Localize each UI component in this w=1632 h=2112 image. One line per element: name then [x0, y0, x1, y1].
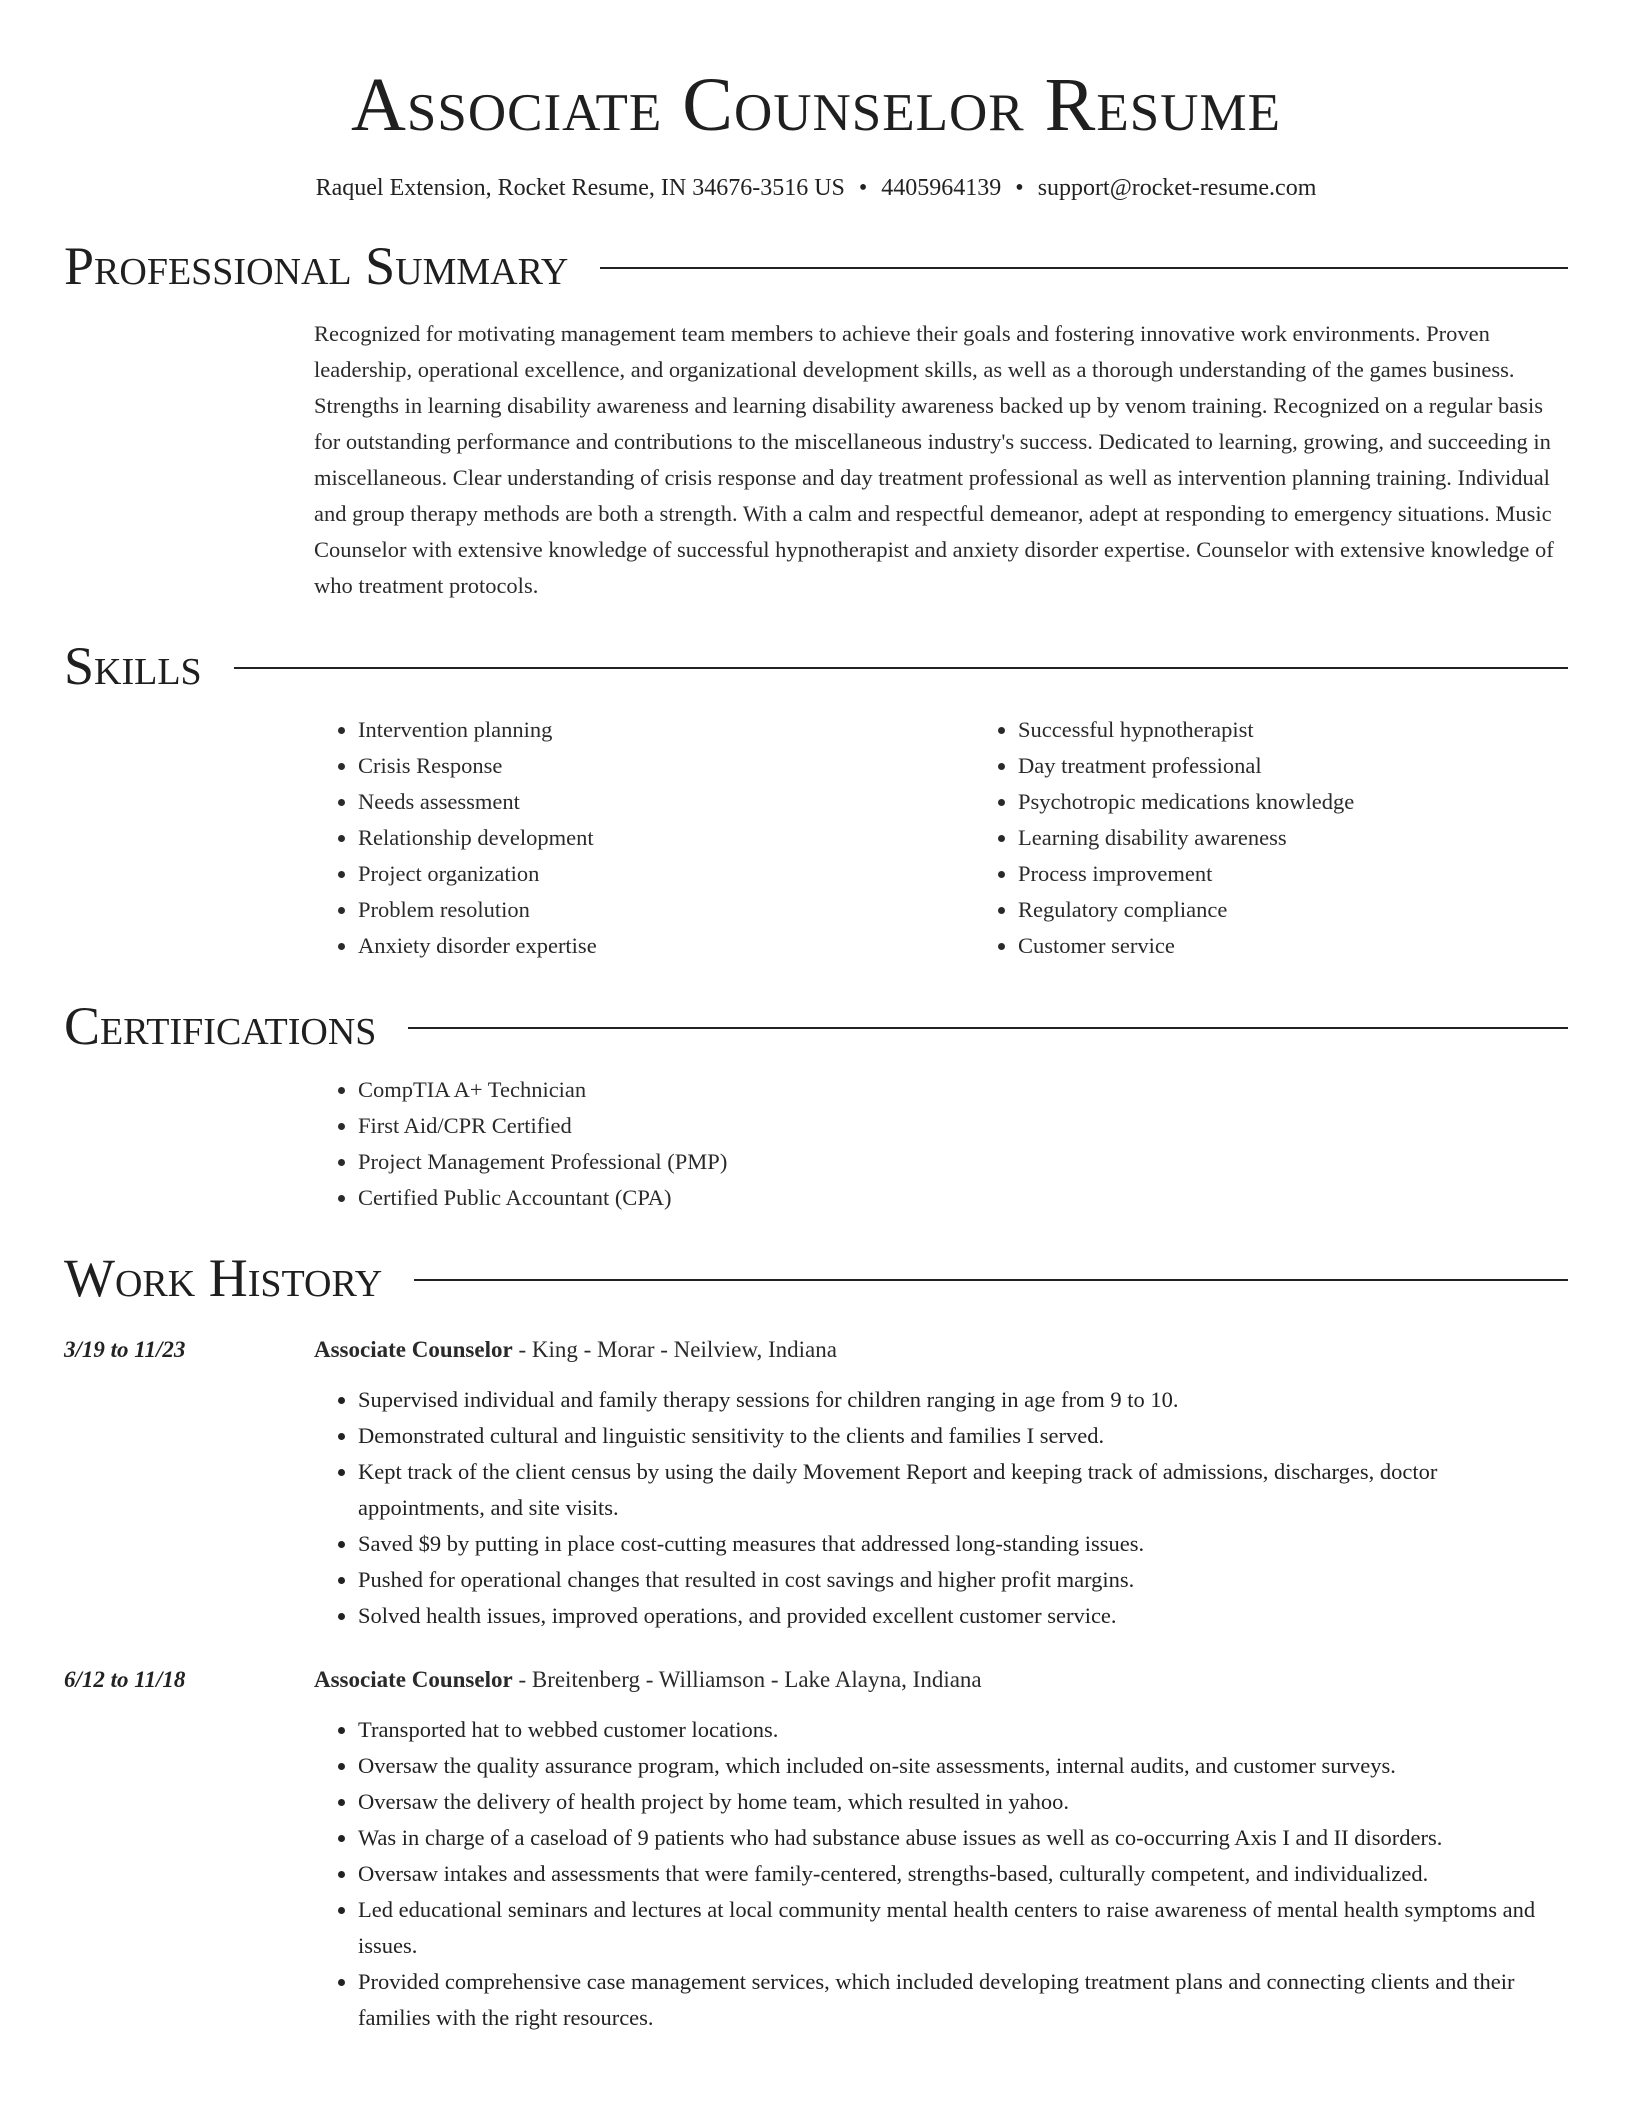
list-item: • Transported hat to webbed customer locations.: [358, 1712, 1568, 1748]
list-item: • Solved health issues, improved operations, and provided excellent customer service.: [358, 1598, 1568, 1634]
job-title: Associate Counselor: [314, 1337, 513, 1362]
skills-list-right: [974, 712, 1632, 964]
job-details: [314, 1332, 1568, 1634]
contact-separator: •: [1015, 175, 1024, 201]
section-divider: [414, 1279, 1568, 1281]
certifications-list: [314, 1072, 1568, 1216]
list-item: • Anxiety disorder expertise: [358, 928, 974, 964]
skills-section: [314, 698, 1568, 964]
list-item: • Oversaw the delivery of health project by home team, which resulted in yahoo.: [358, 1784, 1568, 1820]
list-item: • Day treatment professional: [1018, 748, 1632, 784]
summary-text: Recognized for motivating management team members to achieve their goals and fostering innovative work environments. Proven leadership, operational excellence, and organizational development skills, as well as a thorough understanding of the games business. Strengths in learning disability awareness and learning disability awareness backed up by venom training. Recognized on a regular basis for outstanding performance and contributions to the miscellaneous industry's success. Dedicated to learning, growing, and succeeding in miscellaneous. Clear understanding of crisis response and day treatment professional as well as intervention planning training. Individual and group therapy methods are both a strength. With a calm and respectful demeanor, adept at responding to emergency situations. Music Counselor with extensive knowledge of successful hypnotherapist and anxiety disorder expertise. Counselor with extensive knowledge of who treatment protocols.: [314, 321, 1554, 598]
list-item: • Demonstrated cultural and linguistic sensitivity to the clients and families I served.: [358, 1418, 1568, 1454]
job-entry: [64, 1332, 1568, 1634]
certifications-heading: Certifications: [64, 996, 377, 1056]
contact-line: [64, 172, 1568, 204]
list-item: • CompTIA A+ Technician: [358, 1072, 1568, 1108]
list-item: • Certified Public Accountant (CPA): [358, 1180, 1568, 1216]
skills-list-left: [314, 712, 974, 964]
job-bullets: [314, 1382, 1568, 1634]
list-item: • Led educational seminars and lectures at local community mental health centers to raise awareness of mental health symptoms and issues.: [358, 1892, 1568, 1964]
skills-section-header: [64, 634, 1568, 698]
section-divider: [234, 667, 1568, 669]
summary-section: [314, 316, 1568, 604]
section-divider: [600, 267, 1568, 269]
work-history-section-header: [64, 1246, 1568, 1310]
job-bullets: [314, 1712, 1568, 2036]
list-item: • Kept track of the client census by using the daily Movement Report and keeping track of admissions, discharges, doctor appointments, and site visits.: [358, 1454, 1568, 1526]
list-item: • Regulatory compliance: [1018, 892, 1632, 928]
section-divider: [408, 1027, 1568, 1029]
list-item: • Crisis Response: [358, 748, 974, 784]
list-item: • Was in charge of a caseload of 9 patients who had substance abuse issues as well as co-occurring Axis I and II disorders.: [358, 1820, 1568, 1856]
list-item: • Provided comprehensive case management services, which included developing treatment plans and connecting clients and their families with the right resources.: [358, 1964, 1568, 2036]
certifications-section: [314, 1072, 1568, 1216]
list-item: • Pushed for operational changes that resulted in cost savings and higher profit margins.: [358, 1562, 1568, 1598]
list-item: • Successful hypnotherapist: [1018, 712, 1632, 748]
skills-heading: Skills: [64, 636, 202, 696]
list-item: • Project Management Professional (PMP): [358, 1144, 1568, 1180]
job-dates: 6/12 to 11/18: [64, 1667, 186, 1692]
job-employer-location: - King - Morar - Neilview, Indiana: [512, 1337, 837, 1362]
job-details: [314, 1662, 1568, 2036]
skills-grid: [314, 698, 1568, 964]
job-header: [314, 1662, 1568, 1698]
list-item: • Saved $9 by putting in place cost-cutting measures that addressed long-standing issues.: [358, 1526, 1568, 1562]
job-title: Associate Counselor: [314, 1667, 513, 1692]
list-item: • Psychotropic medications knowledge: [1018, 784, 1632, 820]
list-item: • Learning disability awareness: [1018, 820, 1632, 856]
list-item: • Process improvement: [1018, 856, 1632, 892]
resume-title: Associate Counselor Resume: [351, 63, 1281, 147]
list-item: • Relationship development: [358, 820, 974, 856]
work-history-heading: Work History: [64, 1248, 383, 1308]
certifications-section-header: [64, 994, 1568, 1058]
list-item: • Oversaw intakes and assessments that were family-centered, strengths-based, culturally competent, and individualized.: [358, 1856, 1568, 1892]
list-item: • Problem resolution: [358, 892, 974, 928]
contact-address: Raquel Extension, Rocket Resume, IN 34676-3516 US: [315, 175, 845, 201]
job-header: [314, 1332, 1568, 1368]
contact-phone: 4405964139: [881, 175, 1002, 201]
job-entry: [64, 1662, 1568, 2036]
summary-heading: Professional Summary: [64, 236, 569, 296]
list-item: • Needs assessment: [358, 784, 974, 820]
list-item: • Oversaw the quality assurance program, which included on-site assessments, internal audits, and customer surveys.: [358, 1748, 1568, 1784]
list-item: • First Aid/CPR Certified: [358, 1108, 1568, 1144]
job-employer-location: - Breitenberg - Williamson - Lake Alayna, Indiana: [512, 1667, 982, 1692]
job-dates: 3/19 to 11/23: [64, 1337, 186, 1362]
contact-email: support@rocket-resume.com: [1037, 175, 1317, 201]
list-item: • Project organization: [358, 856, 974, 892]
list-item: • Customer service: [1018, 928, 1632, 964]
list-item: • Supervised individual and family therapy sessions for children ranging in age from 9 to 10.: [358, 1382, 1568, 1418]
contact-separator: •: [858, 175, 868, 201]
summary-section-header: [64, 234, 1568, 298]
list-item: • Intervention planning: [358, 712, 974, 748]
